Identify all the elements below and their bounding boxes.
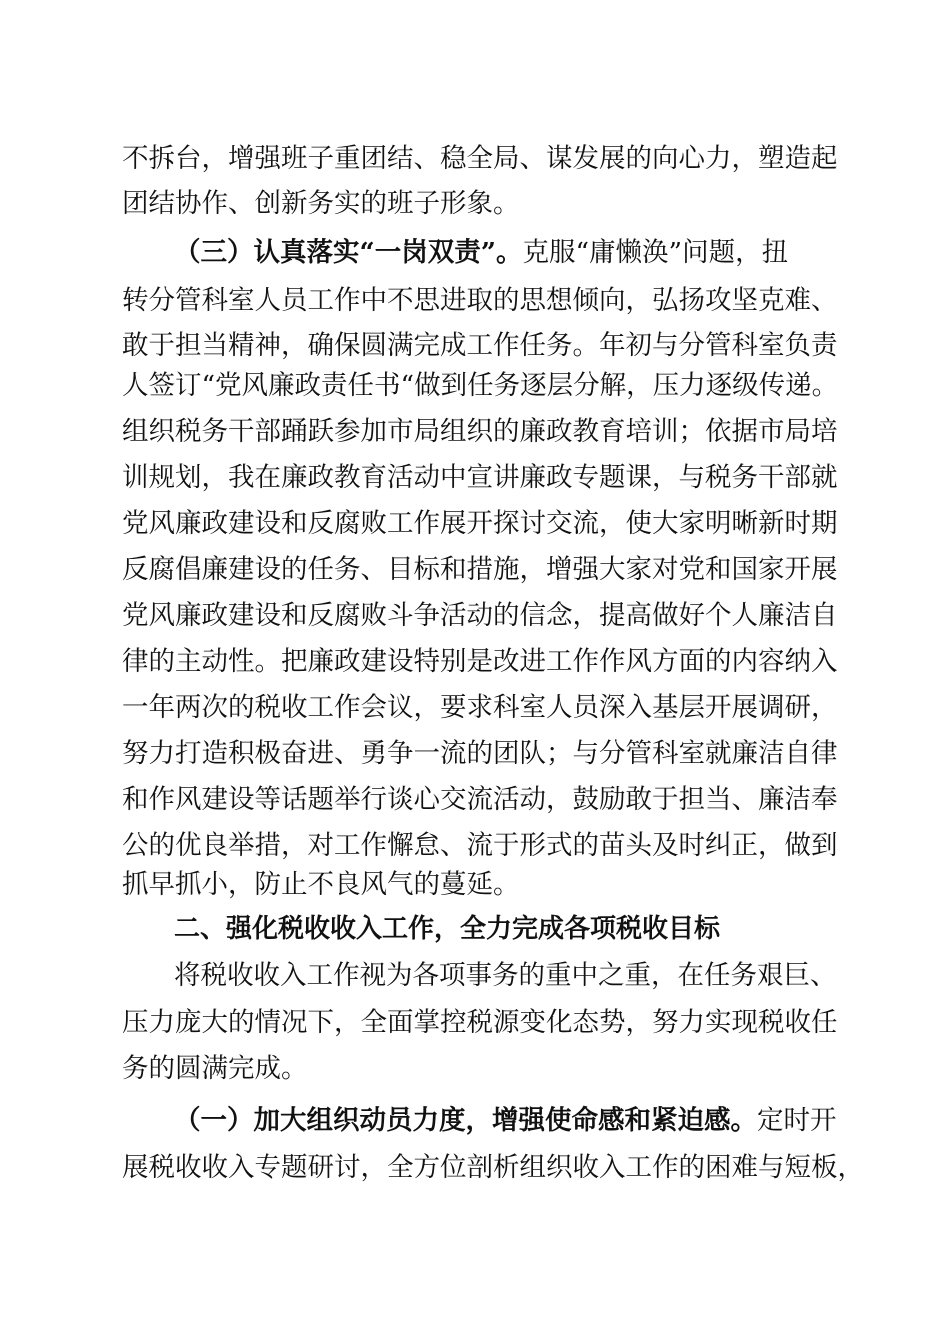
paragraph-line: 党风廉政建设和反腐败工作展开探讨交流，使大家明晰新时期 [122,508,838,539]
paragraph-line: 人签订“党风廉政责任书“做到任务逐层分解，压力逐级传递。 [122,370,839,401]
paragraph-line: 反腐倡廉建设的任务、目标和措施，增强大家对党和国家开展 [122,554,838,585]
subsection-heading: （一）加大组织动员力度，增强使命感和紧迫感。 [174,1105,757,1136]
paragraph-line: 抓早抓小，防止不良风气的蔓延。 [122,869,520,900]
paragraph-line: 将税收收入工作视为各项事务的重中之重，在任务艰巨、 [174,960,837,991]
paragraph-line: 组织税务干部踊跃参加市局组织的廉政教育培训；依据市局培 [122,416,838,447]
paragraph-line: 团结协作、创新务实的班子形象。 [122,188,520,219]
paragraph-line: 训规划，我在廉政教育活动中宣讲廉政专题课，与税务干部就 [122,462,838,493]
paragraph-line: 展税收收入专题研讨，全方位剖析组织收入工作的困难与短板， [122,1152,864,1183]
paragraph-line: 一年两次的税收工作会议，要求科室人员深入基层开展调研， [122,692,838,723]
paragraph-line: 和作风建设等话题举行谈心交流活动，鼓励敢于担当、廉洁奉 [122,784,838,815]
paragraph-line: 党风廉政建设和反腐败斗争活动的信念，提高做好个人廉洁自 [122,600,838,631]
paragraph-line: 律的主动性。把廉政建设特别是改进工作作风方面的内容纳入 [122,646,838,677]
paragraph-line: 敢于担当精神，确保圆满完成工作任务。年初与分管科室负责 [122,330,838,361]
paragraph-line: 转分管科室人员工作中不思进取的思想倾向，弘扬攻坚克难、 [122,285,838,316]
paragraph-line: 公的优良举措，对工作懈怠、流于形式的苗头及时纠正，做到 [122,830,838,861]
subsection-line [174,1104,837,1138]
subsection-heading: （三）认真落实“一岗双责”。 [174,237,523,268]
paragraph-line: 不拆台，增强班子重团结、稳全局、谋发展的向心力，塑造起 [122,143,838,174]
paragraph-line: 努力打造积极奋进、勇争一流的团队；与分管科室就廉洁自律 [122,738,838,769]
section-heading: 二、强化税收收入工作，全力完成各项税收目标 [174,914,721,944]
paragraph-line: 务的圆满完成。 [122,1053,308,1084]
paragraph-line: 压力庞大的情况下，全面掌控税源变化态势，努力实现税收任 [122,1007,838,1038]
subsection-line [174,236,788,270]
paragraph-text: 克服“庸懒涣”问题，扭 [522,237,789,268]
paragraph-text: 定时开 [757,1105,837,1136]
